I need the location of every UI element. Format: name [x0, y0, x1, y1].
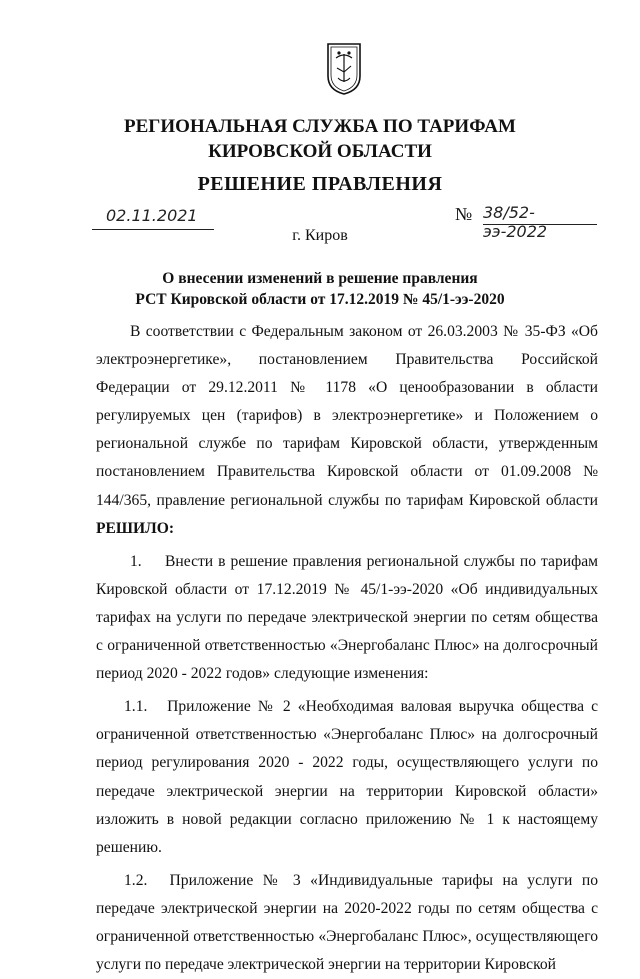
preamble-text: В соответствии с Федеральным законом от 26.03.2003 № 35-ФЗ «Об электроэнергетике», постановлением Правительства Российской Федерации от 29.12.2011 № 1178 «О ценообразовании в области регулируемых цен (тарифов) в электроэнергетике» и Положением о региональной службе по тарифам Кировской области, утвержденным постановлением Правительства Кировской области от 01.09.2008 № 144/365, правление региональной службы по тарифам Кировской области [96, 323, 598, 509]
item-1-1-text: Приложение № 2 «Необходимая валовая выручка общества с ограниченной ответственностью «Энергобаланс Плюс» на долгосрочный период регулирования 2020 - 2022 годы, осуществляющего услуги по передаче электрической энергии на территории Кировской области» изложить в новой редакции согласно приложению № 1 к настоящему решению. [96, 698, 598, 856]
item-1-2-number: 1.2. [124, 871, 148, 889]
document-body [96, 318, 598, 979]
resolved-word: РЕШИЛО: [96, 519, 175, 537]
document-number: 38/52-ээ-2022 [483, 203, 548, 241]
item-1-2-text: Приложение № 3 «Индивидуальные тарифы на услуги по передаче электрической энергии на 2020-2022 годы по сетям общества с ограниченной ответственностью «Энергобаланс Плюс», осуществляющего услуги по передаче электрической энергии на территории Кировской [96, 871, 598, 974]
subject-line1: О внесении изменений в решение правления [162, 270, 478, 287]
item-1-paragraph [96, 548, 598, 688]
number-sign: № [455, 204, 473, 224]
org-title-line2: КИРОВСКОЙ ОБЛАСТИ [208, 141, 432, 162]
item-1-1-number: 1.1. [124, 698, 148, 716]
document-date-field [92, 203, 214, 230]
item-1-1-paragraph [96, 693, 598, 862]
document-date: 02.11.2021 [106, 206, 198, 225]
item-1-2-paragraph [96, 867, 598, 979]
item-1-number: 1. [130, 552, 142, 570]
subject-line2: РСТ Кировской области от 17.12.2019 № 45/1-ээ-2020 [135, 291, 505, 308]
document-type-title: РЕШЕНИЕ ПРАВЛЕНИЯ [197, 173, 443, 195]
preamble-paragraph [96, 318, 598, 543]
document-number-field [455, 200, 597, 241]
coat-of-arms-icon [325, 42, 363, 96]
item-1-text: Внести в решение правления региональной службы по тарифам Кировской области от 17.12.2019 № 45/1-ээ-2020 «Об индивидуальных тарифах на услуги по передаче электрической энергии по сетям общества с ограниченной ответственностью «Энергобаланс Плюс» на долгосрочный период 2020 - 2022 годов» следующие изменения: [96, 552, 599, 683]
city-name: г. Киров [292, 227, 348, 244]
org-title-line1: РЕГИОНАЛЬНАЯ СЛУЖБА ПО ТАРИФАМ [124, 116, 516, 137]
